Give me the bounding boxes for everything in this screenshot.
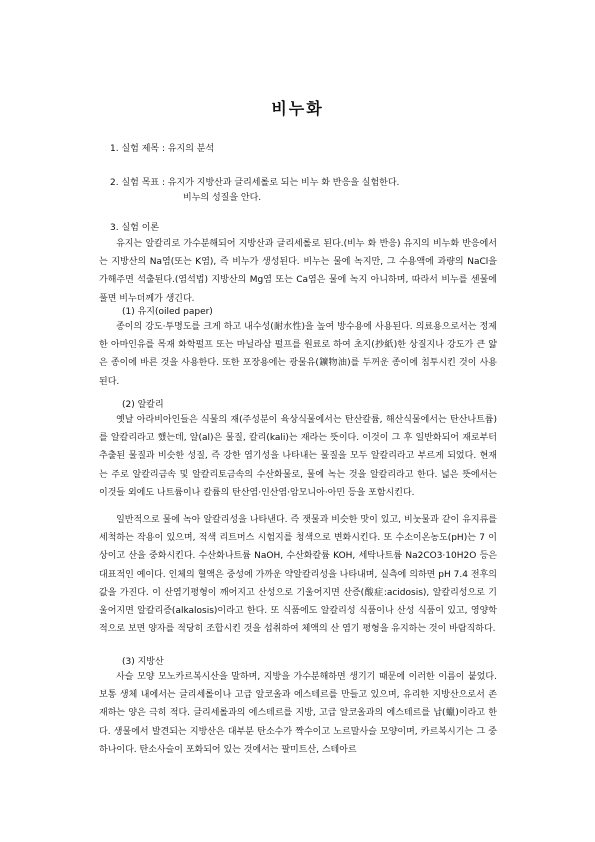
section-2-objective: 2. 실험 목표 : 유지가 지방산과 글리세롤로 되는 비누 화 반응을 실험한다. — [110, 178, 400, 188]
subsection-2-paragraph-1: 옛날 아라비아인들은 식물의 재(주성분이 육상식물에서는 탄산칼륨, 해산식물에서는 탄산나트륨)를 알칼리라고 했는데, 알(al)은 물질, 칼리(kali)는 재라는 뜻이다. 이것이 그 후 일반화되어 재로부터 추출된 물질과 비슷한 성질, 즉 강한 염기성을 나타내는 물질을 모두 알칼리라고 부르게 되었다. 현재는 주로 알칼리금속 및 알칼리토금속의 수산화물로, 물에 녹는 것을 알칼리라고 한다. 넓은 뜻에서는 이것들 외에도 나트륨이나 칼륨의 탄산염·인산염·암모니아·아민 등을 포함시킨다. — [99, 415, 497, 498]
subsection-2-paragraph-2: 일반적으로 물에 녹아 알칼리성을 나타낸다. 즉 잿물과 비슷한 맛이 있고, 비눗물과 같이 유지류를 세척하는 작용이 있으며, 적색 리트머스 시험지를 청색으로 변화시킨다. 또 수소이온농도(pH)는 7 이상이고 산을 중화시킨다. 수산화나트륨 NaOH, 수산화칼륨 KOH, 세탁나트륨 Na2CO3·10H2O 등은 대표적인 예이다. 인체의 혈액은 중성에 가까운 약알칼리성을 나타내며, 실측에 의하면 pH 7.4 전후의 값을 가진다. 이 산염기평형이 깨어지고 산성으로 기울어지면 산증(酸症:acidosis), 알칼리성으로 기울어지면 알칼리증(alkalosis)이라고 한다. 또 식품에도 알칼리성 식품이나 산성 식품이 있고, 영양학적으로 보면 양자를 적당히 조합시킨 것을 섭취하여 체액의 산 염기 평형을 유지하는 것이 바람직하다. — [99, 515, 497, 635]
intro-paragraph: 유지는 알칼리로 가수분해되어 지방산과 글리세롤로 된다.(비누 화 반응) 유지의 비누화 반응에서는 지방산의 Na염(또는 K염), 즉 비누가 생성된다. 비누는 물에 녹지만, 그 수용액에 과량의 NaCl을 가해주면 석출된다.(염석법) 지방산의 Mg염 또는 Ca염은 물에 녹지 아니하며, 따라서 비누를 센물에 풀면 비누더께가 생긴다. — [99, 239, 497, 304]
section-1-title: 1. 실험 제목 : 유지의 분석 — [110, 144, 215, 154]
subsection-2-heading: (2) 알칼리 — [122, 400, 164, 410]
subsection-3-paragraph: 사슬 모양 모노카르복시산을 말하며, 지방을 가수분해하면 생기기 때문에 이러한 이름이 붙었다. 보통 생체 내에서는 글리세롤이나 고급 알코올과 에스테르를 만들고 있으며, 유리한 지방산으로서 존재하는 양은 극히 적다. 글리세롤과의 에스테르를 지방, 고급 알코올과의 에스테르를 납(蠟)이라고 한다. 생물에서 발견되는 지방산은 대부분 탄소수가 짝수이고 노르말사슬 모양이며, 카르복시기는 그 중 하나이다. 탄소사슬이 포화되어 있는 것에서는 팔미트산, 스테아르 — [99, 672, 497, 755]
document-title: 비누화 — [271, 99, 324, 118]
section-3-heading: 3. 실험 이론 — [110, 223, 160, 233]
subsection-3-heading: (3) 지방산 — [122, 657, 164, 667]
subsection-1-heading: (1) 유지(oiled paper) — [122, 307, 213, 317]
section-2-objective-cont: 비누의 성질을 안다. — [183, 193, 262, 203]
subsection-1-paragraph: 종이의 강도·투명도를 크게 하고 내수성(耐水性)을 높여 방수용에 사용된다. 의료용으로서는 정제한 아마인유를 목재 화학펄프 또는 마닐라삼 펄프를 원료로 하여 초지(抄紙)한 상질지나 강도가 큰 얇은 종이에 바른 것을 사용한다. 또한 포장용에는 광물유(鑛物油)를 두꺼운 종이에 침투시킨 것이 사용된다. — [99, 322, 497, 387]
